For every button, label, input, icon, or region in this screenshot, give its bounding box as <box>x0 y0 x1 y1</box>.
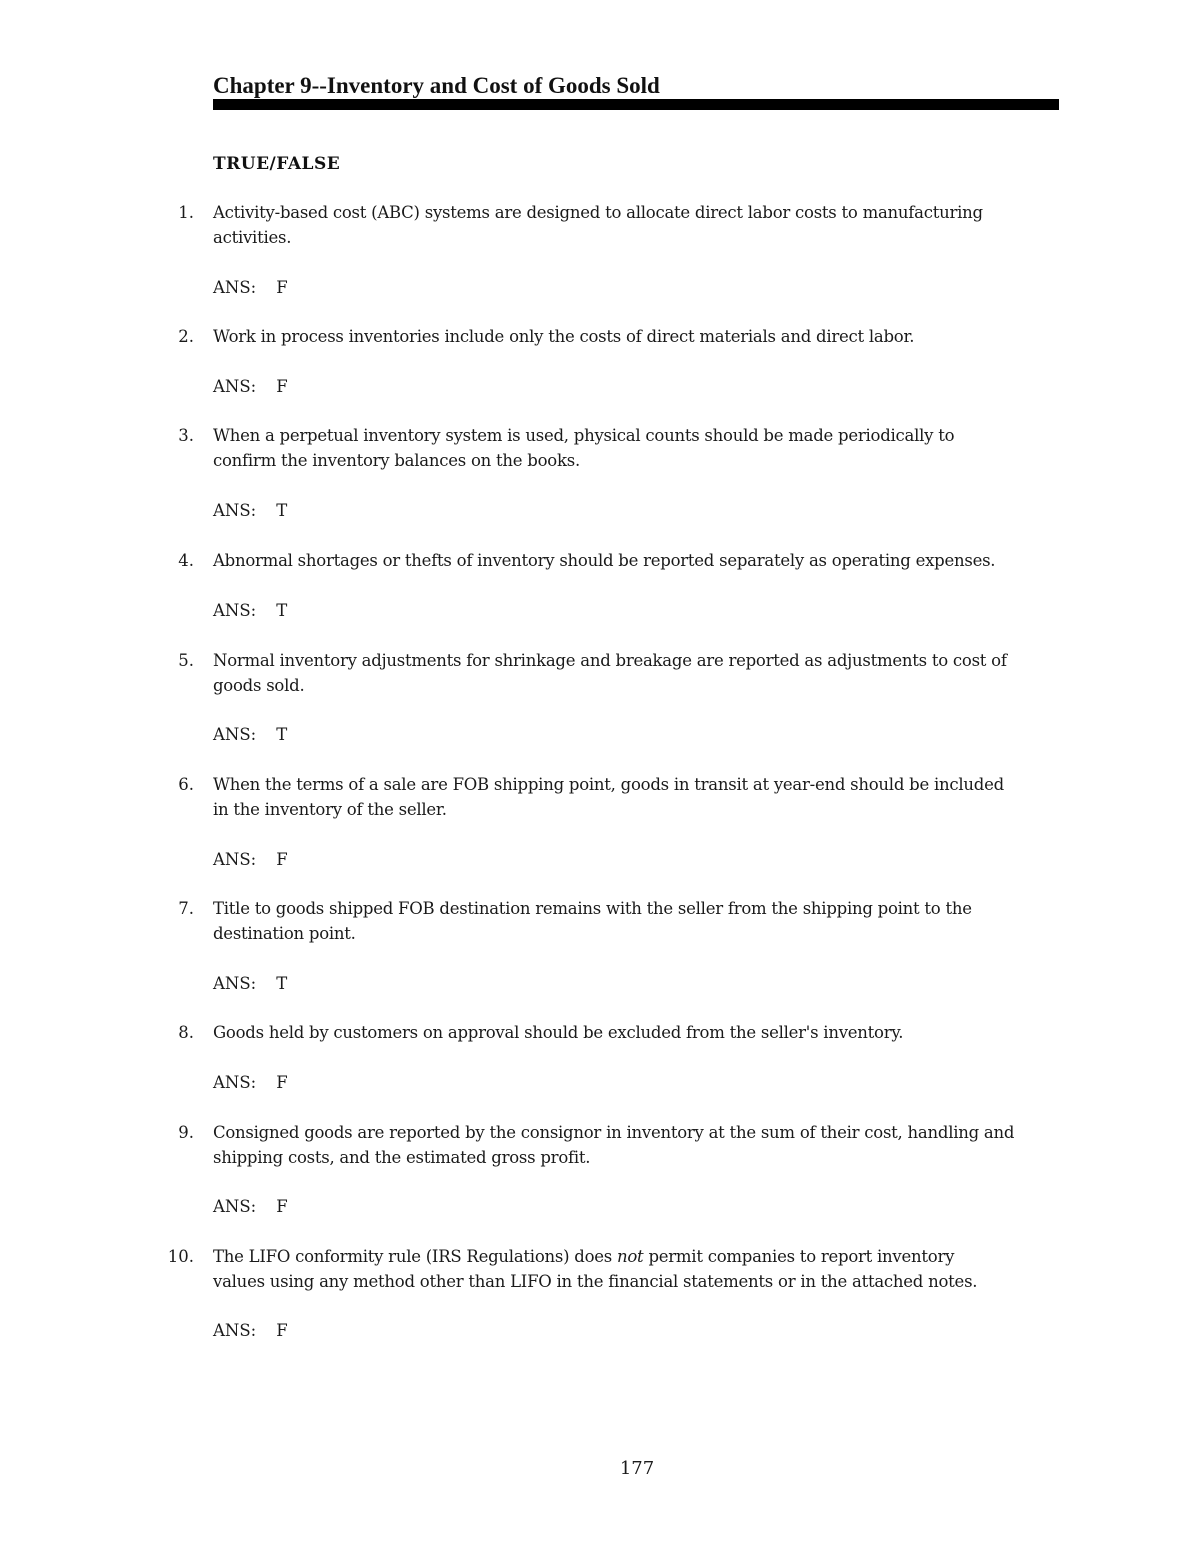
question-text <box>213 1021 1063 1046</box>
question-text <box>213 773 1063 822</box>
answer-value: T <box>276 601 288 620</box>
question-text-line: Normal inventory adjustments for shrinkage and breakage are reported as adjustments to cost of <box>213 651 1007 670</box>
question-text-line: Consigned goods are reported by the consignor in inventory at the sum of their cost, handling and <box>213 1123 1015 1142</box>
question-text <box>213 325 1063 350</box>
answer-label: ANS: <box>213 278 257 297</box>
answer-label: ANS: <box>213 850 257 869</box>
question-number: 1. <box>178 203 194 222</box>
answer-value: T <box>276 974 288 993</box>
answer-label: ANS: <box>213 725 257 744</box>
answer-line <box>213 848 288 873</box>
answer-label: ANS: <box>213 1073 257 1092</box>
answer-line <box>213 276 288 301</box>
page-number: 177 <box>619 1458 655 1479</box>
question-text-line: shipping costs, and the estimated gross profit. <box>213 1147 591 1167</box>
question-text-line: goods sold. <box>213 675 305 695</box>
answer-line <box>213 375 288 400</box>
answer-value: T <box>276 725 288 744</box>
question-number: 2. <box>178 327 194 346</box>
question-text-line: permit companies to report inventory <box>643 1247 955 1266</box>
question-text <box>213 1245 1063 1294</box>
answer-line <box>213 599 287 624</box>
answer-line <box>213 1071 288 1096</box>
answer-label: ANS: <box>213 1321 257 1340</box>
answer-line <box>213 499 287 524</box>
answer-value: F <box>276 278 288 297</box>
title-rule <box>213 99 1059 110</box>
answer-value: F <box>276 377 288 396</box>
question-text-line: in the inventory of the seller. <box>213 799 447 819</box>
question-text <box>213 897 1063 946</box>
question-text-line: confirm the inventory balances on the books. <box>213 450 580 470</box>
answer-value: F <box>276 1197 288 1216</box>
question-number: 5. <box>178 651 194 670</box>
question-number: 6. <box>178 775 194 794</box>
question-text-line: When the terms of a sale are FOB shipping point, goods in transit at year-end should be included <box>213 775 1004 794</box>
question-number: 4. <box>178 551 194 570</box>
answer-value: F <box>276 1321 288 1340</box>
question-text-line: Title to goods shipped FOB destination remains with the seller from the shipping point to the <box>213 899 972 918</box>
question-text-line: When a perpetual inventory system is used, physical counts should be made periodically to <box>213 426 955 445</box>
question-text <box>213 424 1063 473</box>
question-text-line: Activity-based cost (ABC) systems are designed to allocate direct labor costs to manufacturing <box>213 203 983 222</box>
question-text-line: destination point. <box>213 923 356 943</box>
answer-value: T <box>276 501 288 520</box>
question-number: 7. <box>178 899 194 918</box>
question-text-line: values using any method other than LIFO in the financial statements or in the attached notes. <box>213 1271 978 1291</box>
answer-label: ANS: <box>213 501 257 520</box>
chapter-title: Chapter 9--Inventory and Cost of Goods Sold <box>213 73 660 98</box>
question-text-line: Work in process inventories include only the costs of direct materials and direct labor. <box>213 327 915 346</box>
answer-line <box>213 1319 288 1344</box>
answer-value: F <box>276 1073 288 1092</box>
question-number: 3. <box>178 426 194 445</box>
answer-value: F <box>276 850 288 869</box>
answer-line <box>213 972 287 997</box>
question-text <box>213 649 1063 698</box>
question-number: 9. <box>178 1123 194 1142</box>
emphasis-not: not <box>617 1247 644 1266</box>
question-text <box>213 201 1063 250</box>
question-text <box>213 549 1063 574</box>
question-text-line: The LIFO conformity rule (IRS Regulations) does <box>213 1247 617 1266</box>
answer-line <box>213 723 287 748</box>
answer-label: ANS: <box>213 974 257 993</box>
question-number: 10. <box>167 1247 194 1266</box>
answer-line <box>213 1195 288 1220</box>
question-text <box>213 1121 1063 1170</box>
answer-label: ANS: <box>213 377 257 396</box>
answer-label: ANS: <box>213 601 257 620</box>
answer-label: ANS: <box>213 1197 257 1216</box>
question-text-line: Goods held by customers on approval should be excluded from the seller's inventory. <box>213 1023 904 1042</box>
section-heading: TRUE/FALSE <box>213 154 341 174</box>
question-number: 8. <box>178 1023 194 1042</box>
question-text-line: Abnormal shortages or thefts of inventory should be reported separately as operating expenses. <box>213 551 996 570</box>
question-text-line: activities. <box>213 227 292 247</box>
